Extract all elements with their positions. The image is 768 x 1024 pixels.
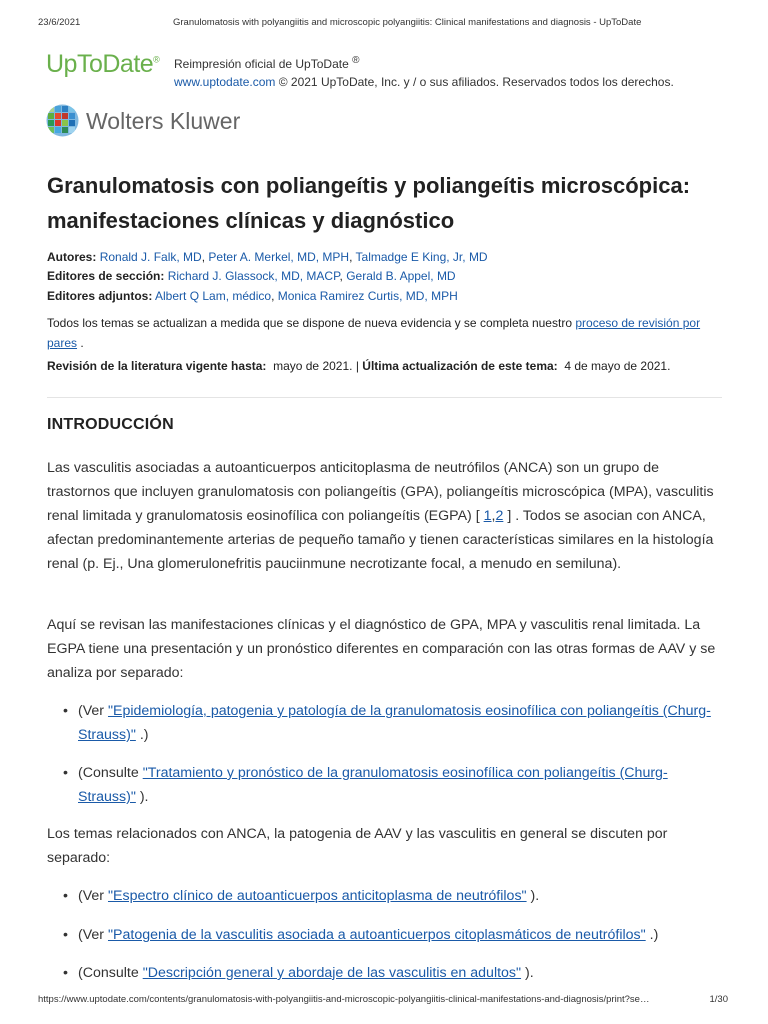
bullet-icon: • xyxy=(63,703,68,719)
related-topic-link[interactable]: "Tratamiento y pronóstico de la granulomatosis eosinofílica con poliangeítis (Churg-Strauss)" xyxy=(78,765,668,805)
related-topic-link[interactable]: "Epidemiología, patogenia y patología de la granulomatosis eosinofílica con poliangeítis (Churg-Strauss)" xyxy=(78,703,711,743)
page-number: 1/30 xyxy=(709,994,728,1005)
deputy-editors-label: Editores adjuntos: xyxy=(47,289,153,303)
bullet-icon: • xyxy=(63,888,68,904)
article-title: Granulomatosis con poliangeítis y poliangeítis microscópica: manifestaciones clínicas y diagnóstico xyxy=(47,173,691,233)
copyright-text: © 2021 UpToDate, Inc. y / o sus afiliados. Reservados todos los derechos. xyxy=(278,75,674,89)
authors-label: Autores: xyxy=(47,250,97,264)
reference-link[interactable]: 2 xyxy=(495,508,504,524)
section-editors-line: Editores de sección: Richard J. Glassock, MD, MACP, Gerald B. Appel, MD xyxy=(47,269,456,283)
uptodate-website-link[interactable]: www.uptodate.com xyxy=(174,75,276,89)
print-date: 23/6/2021 xyxy=(38,17,81,28)
reprint-notice: Reimpresión oficial de UpToDate ® www.uptodate.com © 2021 UpToDate, Inc. y / o sus afiliados. Reservados todos los derechos. xyxy=(174,55,674,89)
publisher-name: Wolters Kluwer xyxy=(86,108,241,134)
section-editor-link[interactable]: Gerald B. Appel, MD xyxy=(346,269,456,283)
review-value: mayo de 2021. xyxy=(273,359,353,373)
related-topic-link[interactable]: "Patogenia de la vasculitis asociada a autoanticuerpos citoplasmáticos de neutrófilos" xyxy=(107,927,646,943)
divider xyxy=(47,397,722,398)
author-link[interactable]: Talmadge E King, Jr, MD xyxy=(355,250,488,264)
wolters-kluwer-globe-icon xyxy=(46,104,79,137)
bullet-icon: • xyxy=(63,965,68,981)
intro-paragraph-2: Aquí se revisan las manifestaciones clínicas y el diagnóstico de GPA, MPA y vasculitis renal limitada. La EGPA tiene una presentación y un pronóstico diferentes en comparación con las otras formas de AAV y se analiza por separado: xyxy=(47,617,716,681)
updated-label: Última actualización de este tema: xyxy=(362,359,558,373)
deputy-editors-line: Editores adjuntos: Albert Q Lam, médico, Monica Ramirez Curtis, MD, MPH xyxy=(47,289,458,303)
bullet-icon: • xyxy=(63,927,68,943)
intro-paragraph-1: Las vasculitis asociadas a autoanticuerpos anticitoplasma de neutrófilos (ANCA) son un grupo de trastornos que incluyen granulomatosis con poliangeítis (GPA), poliangeítis microscópica (MPA), vasculitis renal limitada y granulomatosis eosinofílica con poliangeítis (EGPA) [ 1,2 ] . Todos se asocian con ANCA, afectan predominantemente arterias de pequeño tamaño y tienen características similares en la histología renal (p. Ej., Una glomerulonefritis pauciinmune necrotizante focal, a menudo en semiluna). xyxy=(47,460,714,572)
reprint-line: Reimpresión oficial de UpToDate xyxy=(174,57,349,71)
author-link[interactable]: Ronald J. Falk, MD xyxy=(99,250,202,264)
print-footer xyxy=(38,994,730,1008)
author-link[interactable]: Peter A. Merkel, MD, MPH xyxy=(208,250,350,264)
review-dates: Revisión de la literatura vigente hasta: mayo de 2021. | Última actualización de este tema: 4 de mayo de 2021. xyxy=(47,359,671,373)
review-label: Revisión de la literatura vigente hasta: xyxy=(47,359,267,373)
section-editor-link[interactable]: Richard J. Glassock, MD, MACP xyxy=(167,269,340,283)
related-topic-link[interactable]: "Descripción general y abordaje de las vasculitis en adultos" xyxy=(142,965,522,981)
deputy-editor-link[interactable]: Monica Ramirez Curtis, MD, MPH xyxy=(277,289,458,303)
deputy-editor-link[interactable]: Albert Q Lam, médico xyxy=(155,289,272,303)
authors-line: Autores: Ronald J. Falk, MD, Peter A. Merkel, MD, MPH, Talmadge E King, Jr, MD xyxy=(47,250,488,264)
update-notice: Todos los temas se actualizan a medida que se dispone de nueva evidencia y se completa nuestro proceso de revisión por pares . xyxy=(47,316,701,350)
bullet-icon: • xyxy=(63,765,68,781)
updated-value: 4 de mayo de 2021. xyxy=(564,359,671,373)
section-editors-label: Editores de sección: xyxy=(47,269,165,283)
uptodate-logo[interactable]: UpToDate® xyxy=(46,50,160,78)
print-page-title: Granulomatosis with polyangiitis and microscopic polyangiitis: Clinical manifestations and diagnosis - UpToDate xyxy=(173,17,642,28)
related-topic-link[interactable]: "Espectro clínico de autoanticuerpos anticitoplasma de neutrófilos" xyxy=(107,888,527,904)
peer-review-link[interactable]: proceso de revisión por pares xyxy=(47,316,701,350)
section-heading: INTRODUCCIÓN xyxy=(47,416,174,433)
print-header xyxy=(38,17,730,31)
print-url: https://www.uptodate.com/contents/granulomatosis-with-polyangiitis-and-microscopic-polyangiitis-clinical-manifestations-and-diagnosis/print?se… xyxy=(38,994,650,1005)
intro-paragraph-3: Los temas relacionados con ANCA, la patogenia de AAV y las vasculitis en general se discuten por separado: xyxy=(47,826,668,866)
reference-link[interactable]: 1 xyxy=(483,508,492,524)
